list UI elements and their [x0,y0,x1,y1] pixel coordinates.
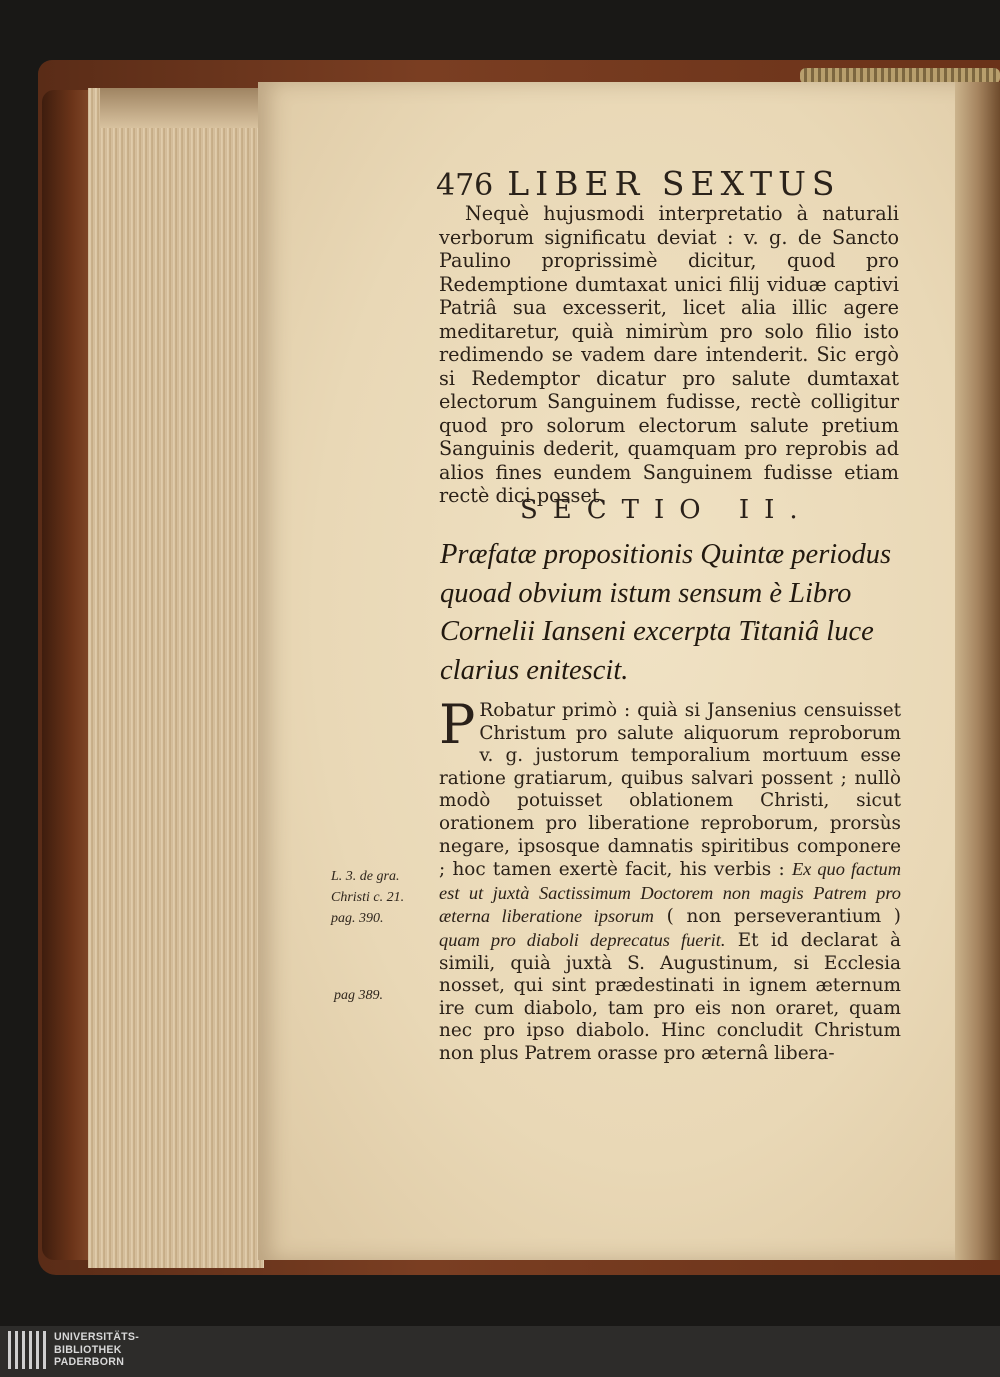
paragraph-2-text-c: Et id declarat à simili, quià juxtà S. Augustinum, si Ecclesia nosset, qui sint prædestinati in ignem æternum ire cum diabolo, tam pro eis non oraret, quam nec pro ipso diabolo. Hinc concludit Christum non plus Patrem orasse pro æternâ libera- [439,929,901,1064]
paragraph-2-text-b: ( non perseverantium ) [666,906,901,928]
page-number: 476 [436,168,494,203]
page-gutter [955,82,1000,1260]
paragraph-2 [439,693,901,1066]
marginal-note-1: L. 3. de gra. Christi c. 21. pag. 390. [331,869,405,926]
library-line-1: UNIVERSITÄTS- [54,1331,140,1343]
library-bars-logo-icon [8,1331,48,1369]
section-heading: Præfatæ propositionis Quintæ periodus quoad obvium istum sensum è Libro Cornelii Ianseni excerpta Titaniâ luce clarius enitescit. [440,539,892,686]
section-title: SECTIO II. [520,495,813,525]
paragraph-2-quote-1: Ex quo factum est ut juxtà Sactissimum Doctorem non magis Patrem pro æterna liberatione ipsorum [439,859,901,927]
paragraph-2-quote-2: quam pro diaboli deprecatus fuerit. [439,929,726,950]
cover-edge [42,90,92,1260]
drop-cap: P [439,693,476,756]
page-stack-top [100,88,265,128]
running-head-title: LIBER SEXTUS [507,164,841,203]
running-head [436,164,856,204]
paragraph-1: Nequè hujusmodi interpretatio à naturali verborum significatu deviat : v. g. de Sancto Paulino proprissimè dicitur, quod pro Redemptione dumtaxat unici filij viduæ captivi Patriâ sua excesserit, licet alia illic agere meditaretur, quià nimirùm pro solo filio isto redimendo se vadem dare intenderit. Sic ergò si Redemptor dicatur pro salute dumtaxat electorum Sanguinem fudisse, rectè colligitur quod pro solorum electorum salute pretium Sanguinis dederit, quamquam pro reprobis ad alios fines eundem Sanguinem fudisse etiam rectè dici posset. [439,202,899,507]
page-stack-edge [88,88,264,1268]
library-line-2: BIBLIOTHEK [54,1343,122,1356]
paragraph-2-text-a: Robatur primò : quià si Jansenius censuisset Christum pro salute aliquorum reproborum v. g. justorum temporalium mortuum esse ratione gratiarum, quibus salvari possent ; nullò modò potuisset oblationem Christi, sicut orationem pro liberatione reproborum, prorsùs negare, ipsosque damnatis spiritibus componere ; hoc tamen exertè facit, his verbis : [439,700,901,881]
marginal-note-2: pag 389. [334,988,383,1003]
library-name [54,1331,194,1369]
library-line-3: PADERBORN [54,1356,125,1368]
